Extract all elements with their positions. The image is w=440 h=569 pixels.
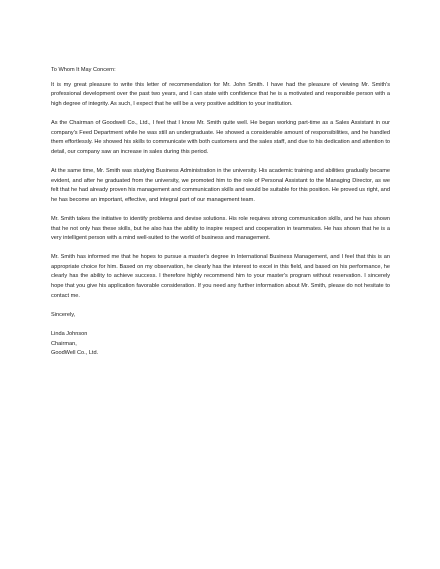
letter-paragraph-2: As the Chairman of Goodwell Co., Ltd., I feel that I know Mr. Smith quite well. He began working part-time as a Sales Assistant in our company's Feed Department while he was still an undergraduate. He showed a considerable amount of responsibilities, and he handled them effortlessly. He showed his skills to communicate with both customers and the sales staff, and due to his dedication and attention to detail, our company saw an increase in sales during this period.: [51, 119, 390, 155]
signer-name: Linda Johnson: [51, 331, 88, 338]
letter-paragraph-5: Mr. Smith has informed me that he hopes to pursue a master's degree in International Business Management, and I feel that this is an appropriate choice for him. Based on my observation, he clearly has the interest to excel in this field, and based on his performance, he clearly has the ability to achieve success. I therefore highly recommend him to your master's program without reservation. I sincerely hope that you give his application favorable consideration. If you need any further information about Mr. Smith, please do not hesitate to contact me.: [51, 254, 390, 299]
letter-salutation: To Whom It May Concern:: [51, 67, 116, 73]
letter-paragraph-1: It is my great pleasure to write this letter of recommendation for Mr. John Smith. I have had the pleasure of viewing Mr. Smith's professional development over the past two years, and I can state with confidence that he is a motivated and responsible person with a high degree of integrity. As such, I expect that he will be a very positive addition to your institution.: [51, 81, 390, 107]
letter-paragraph-3: At the same time, Mr. Smith was studying Business Administration in the university. His academic training and abilities gradually became evident, and after he graduated from the university, we promoted him to the role of Personal Assistant to the Managing Director, as we felt that he had already proven his management and communication skills and would be suitable for this position. He proved us right, and he has become an important, effective, and integral part of our management team.: [51, 167, 390, 203]
signer-company: GoodWell Co., Ltd.: [51, 350, 99, 357]
letter-paragraph-4: Mr. Smith takes the initiative to identify problems and devise solutions. His role requires strong communication skills, and he has shown that he not only has these skills, but he also has the ability to inspire respect and cooperation in teammates. He has shown that he is a very intelligent person with a mind well-suited to the world of business and management.: [51, 215, 390, 242]
signature-block: [51, 330, 390, 359]
signer-title: Chairman,: [51, 340, 77, 347]
recommendation-letter: [51, 66, 390, 359]
letter-closing: Sincerely,: [51, 311, 76, 318]
